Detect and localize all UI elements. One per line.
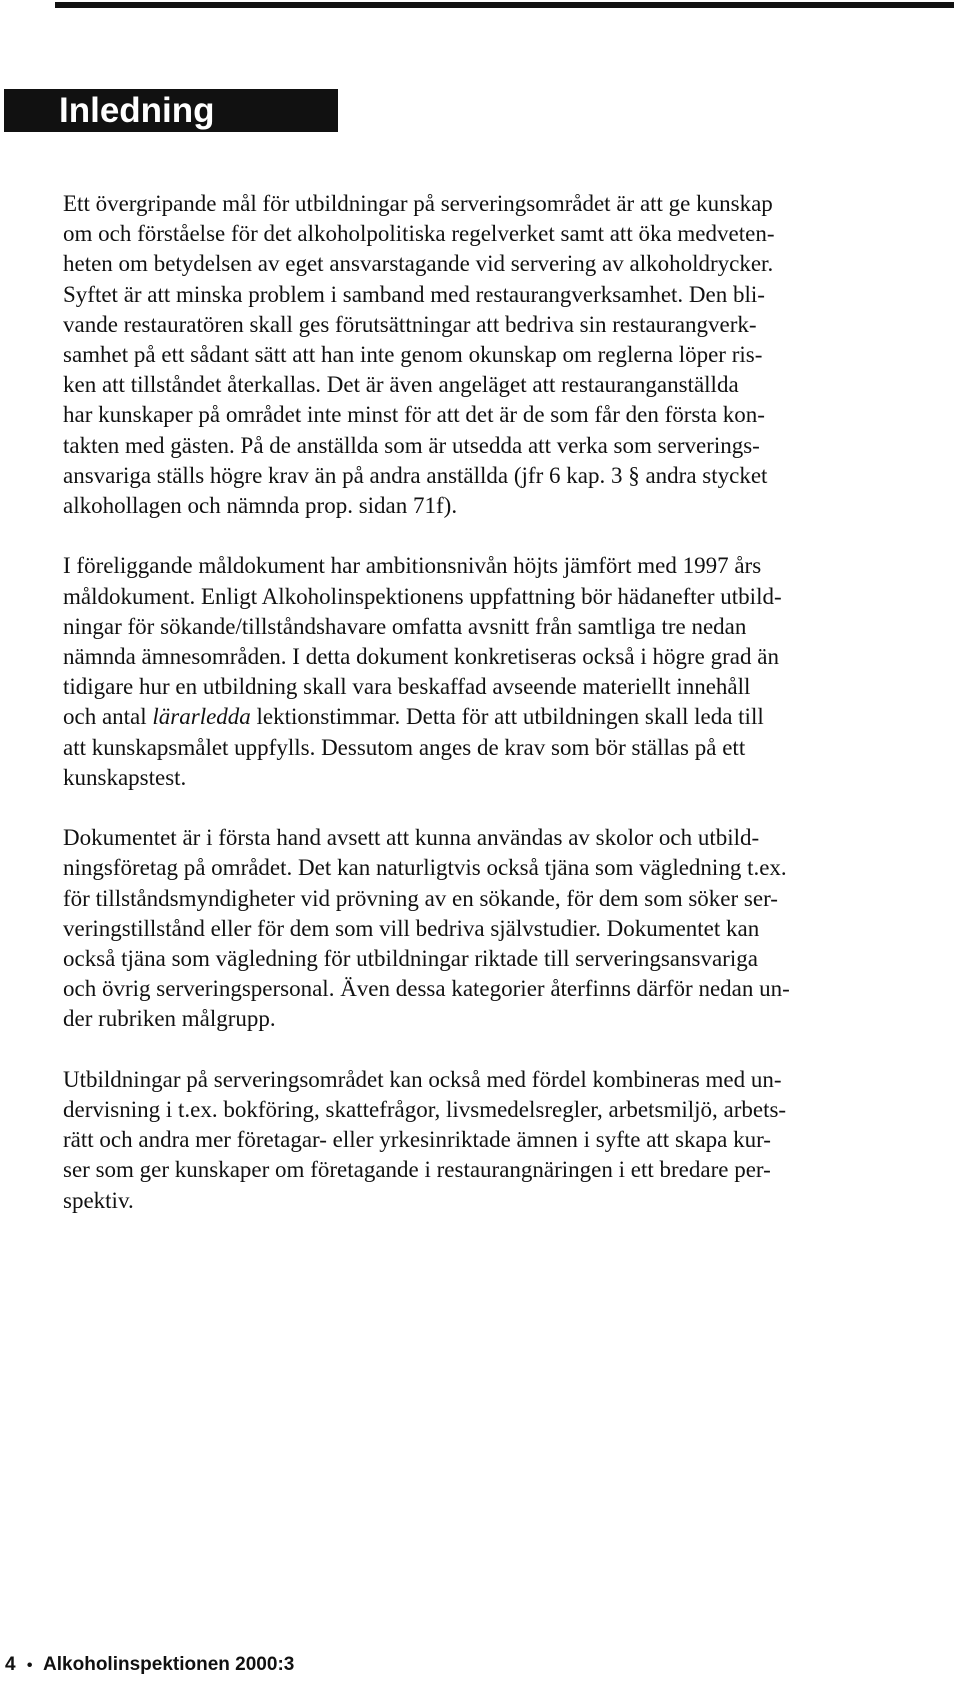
text-line: Utbildningar på serveringsområdet kan också med fördel kombineras med un- <box>63 1066 782 1092</box>
text-line: nämnda ämnesområden. I detta dokument konkretiseras också i högre grad än <box>63 644 779 670</box>
page-title: Inledning <box>59 91 215 130</box>
text-line: ansvariga ställs högre krav än på andra anställda (jfr 6 kap. 3 § andra stycket <box>63 462 768 488</box>
text-line: der rubriken målgrupp. <box>63 1006 276 1032</box>
text-line: veringstillstånd eller för dem som vill bedriva självstudier. Dokumentet kan <box>63 915 760 941</box>
paragraph <box>63 823 958 1034</box>
paragraph <box>63 1065 958 1216</box>
text-line: att kunskapsmålet uppfylls. Dessutom anges de krav som bör ställas på ett <box>63 734 746 760</box>
text-line: ser som ger kunskaper om företagande i restaurangnäringen i ett bredare per- <box>63 1157 771 1183</box>
heading-bar <box>4 89 338 132</box>
paragraph <box>63 551 958 793</box>
text-line: Ett övergripande mål för utbildningar på serveringsområdet är att ge kunskap <box>63 191 773 216</box>
text-line: samhet på ett sådant sätt att han inte genom okunskap om reglerna löper ris- <box>63 342 763 368</box>
text-line: tidigare hur en utbildning skall vara beskaffad avseende materiellt innehåll <box>63 674 751 700</box>
footer-separator: • <box>26 1657 33 1674</box>
text-line: I föreliggande måldokument har ambitionsnivån höjts jämfört med 1997 års <box>63 553 762 579</box>
top-rule <box>55 2 954 8</box>
text-line: har kunskaper på området inte minst för att det är de som får den första kon- <box>63 402 765 428</box>
page-footer <box>5 1653 294 1678</box>
text-line: takten med gästen. På de anställda som är utsedda att verka som serverings- <box>63 432 760 458</box>
text-line: om och förståelse för det alkoholpolitiska regelverket samt att öka medveten- <box>63 221 775 247</box>
text-line: vande restauratören skall ges förutsättningar att bedriva sin restaurangverk- <box>63 311 757 337</box>
body-text <box>63 189 958 1246</box>
text-line: ken att tillståndet återkallas. Det är även angeläget att restauranganställda <box>63 372 739 398</box>
text-line: heten om betydelsen av eget ansvarstagande vid servering av alkoholdrycker. <box>63 251 774 277</box>
text-line: ningsföretag på området. Det kan naturligtvis också tjäna som vägledning t.ex. <box>63 855 787 881</box>
text-line: dervisning i t.ex. bokföring, skattefrågor, livsmedelsregler, arbetsmiljö, arbets- <box>63 1097 787 1123</box>
text-line: kunskapstest. <box>63 764 187 790</box>
paragraph <box>63 189 958 521</box>
text-line: och antal lärarledda lektionstimmar. Detta för att utbildningen skall leda till <box>63 704 764 730</box>
text-line: spektiv. <box>63 1187 134 1213</box>
text-line: för tillståndsmyndigheter vid prövning av en sökande, för dem som söker ser- <box>63 885 778 911</box>
text-line: Syftet är att minska problem i samband med restaurangverksamhet. Den bli- <box>63 281 765 307</box>
text-line: alkohollagen och nämnda prop. sidan 71f). <box>63 493 458 519</box>
text-line: också tjäna som vägledning för utbildningar riktade till serveringsansvariga <box>63 946 758 972</box>
text-line: måldokument. Enligt Alkoholinspektionens uppfattning bör hädanefter utbild- <box>63 583 782 609</box>
text-line: ningar för sökande/tillståndshavare omfatta avsnitt från samtliga tre nedan <box>63 613 747 639</box>
text-line: rätt och andra mer företagar- eller yrkesinriktade ämnen i syfte att skapa kur- <box>63 1127 771 1153</box>
text-line: Dokumentet är i första hand avsett att kunna användas av skolor och utbild- <box>63 825 760 851</box>
publication-title: Alkoholinspektionen 2000:3 <box>43 1654 295 1675</box>
text-line: och övrig serveringspersonal. Även dessa kategorier återfinns därför nedan un- <box>63 976 790 1002</box>
page-number: 4 <box>5 1654 16 1675</box>
emphasis: lärarledda <box>152 704 251 730</box>
